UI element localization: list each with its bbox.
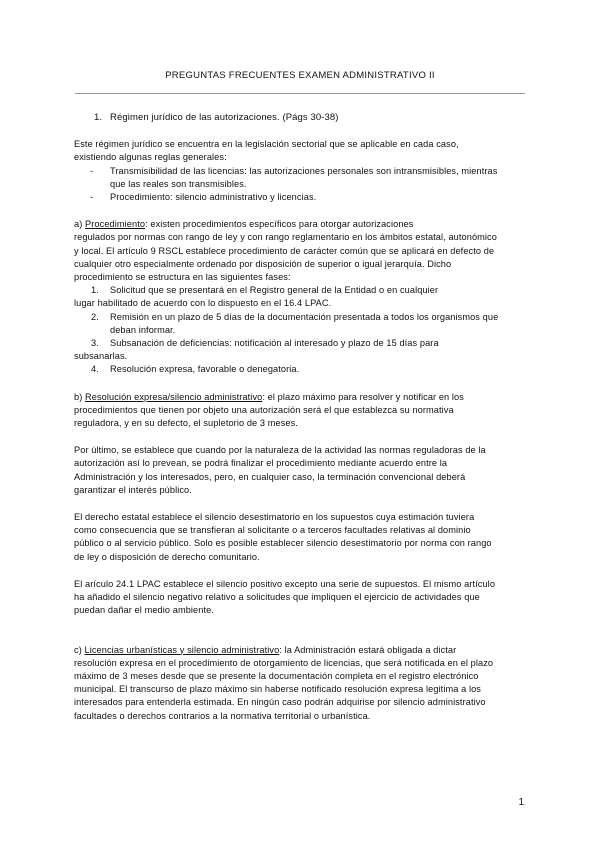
item-text: Resolución expresa, favorable o denegatoria. <box>110 364 300 375</box>
intro-paragraph <box>74 138 526 204</box>
underlined-term: Resolución expresa/silencio administrativo <box>85 391 263 402</box>
text-line: El derecho estatal establece el silencio desestimatorio en los supuestos cuya estimación tuviera <box>74 512 475 523</box>
licencias-paragraph <box>74 644 526 723</box>
item-label: b) <box>74 391 86 402</box>
text-line: Por último, se establece que cuando por la naturaleza de la actividad las normas reguladoras de la <box>74 445 486 456</box>
bullet-item <box>74 191 526 204</box>
text-line: interesados para entenderla estimada. En ningún caso podrán adquirise por silencio administrativo <box>74 697 486 708</box>
bullet-dash: - <box>90 165 94 176</box>
numbered-item <box>74 363 526 376</box>
section-number: 1. <box>94 112 103 123</box>
text-line: procedimientos que tienen por objeto una autorización será el que establezca su normativa <box>74 404 454 415</box>
text-line <box>74 391 526 404</box>
text-line: cualquier otro especialmente ordenado por disposición de superior o igual jerarquía. Dicho <box>74 258 452 269</box>
bullet-item <box>74 165 526 178</box>
numbered-item <box>74 337 526 350</box>
text-line: existiendo algunas reglas generales: <box>74 152 227 163</box>
bullet-dash: - <box>90 192 94 203</box>
text-line: como consecuencia que se transfieran al solicitante o a terceros facultades relativas al dominio <box>74 525 471 536</box>
text-line: público o al servicio público. Solo es posible establecer silencio desestimatorio por norma con rango <box>74 538 492 549</box>
item-number: 2. <box>91 311 99 322</box>
text-line: facultades o derechos contrarios a la normativa territorial o urbanística. <box>74 710 371 721</box>
text-line: ha añadido el silencio negativo relativo a solicitudes que impliquen el ejercicio de actividades que <box>74 592 480 603</box>
item-number: 4. <box>91 364 99 375</box>
item-number: 3. <box>91 338 99 349</box>
text-line: regulados por normas con rango de ley y con rango reglamentario en los ámbitos estatal, autonómico <box>74 232 497 243</box>
text-line <box>74 218 526 231</box>
text-line: de ley o disposición de derecho comunitario. <box>74 551 260 562</box>
procedimiento-paragraph <box>74 218 526 376</box>
item-label: a) <box>74 219 86 230</box>
item-number: 1. <box>91 285 99 296</box>
item-label: c) <box>74 644 85 655</box>
page-header-title: PREGUNTAS FRECUENTES EXAMEN ADMINISTRATIVO II <box>165 70 435 81</box>
text-run: : el plazo máximo para resolver y notificar en los <box>262 391 464 402</box>
page-number: 1 <box>518 797 524 808</box>
text-line: procedimiento se estructura en las siguientes fases: <box>74 272 291 283</box>
item-text: Remisión en un plazo de 5 días de la documentación presentada a todos los organismos que <box>110 311 499 322</box>
text-line: y local. El artículo 9 RSCL establece procedimiento de carácter común que se aplicará en defecto de <box>74 245 495 256</box>
silencio-positivo-paragraph <box>74 578 526 618</box>
header-divider <box>75 93 525 94</box>
underlined-term: Licencias urbanísticas y silencio administrativo <box>84 644 280 655</box>
numbered-item-continuation: lugar habilitado de acuerdo con lo dispuesto en el 16.4 LPAC. <box>74 298 332 309</box>
text-line: autorización así lo prevean, se podrá finalizar el procedimiento mediante acuerdo entre la <box>74 458 448 469</box>
text-run: : existen procedimientos específicos para otorgar autorizaciones <box>145 219 414 230</box>
text-line: Administración y los interesados, pero, en cualquier caso, la terminación convencional deberá <box>74 471 466 482</box>
bullet-text: Transmisibilidad de las licencias: las autorizaciones personales son intransmisibles, mientras <box>110 165 498 176</box>
text-line: resolución expresa en el procedimiento de otorgamiento de licencias, que será notificada en el plazo <box>74 657 494 668</box>
text-line: garantizar el interés público. <box>74 484 192 495</box>
silencio-desestimatorio-paragraph <box>74 511 526 564</box>
text-line: máximo de 3 meses desde que se presente la documentación completa en el registro electrónico <box>74 670 479 681</box>
resolucion-paragraph <box>74 391 526 431</box>
bullet-text: Procedimiento: silencio administrativo y licencias. <box>110 192 317 203</box>
section-title-text: Régimen jurídico de las autorizaciones. (Págs 30-38) <box>110 112 339 123</box>
terminacion-convencional-paragraph <box>74 444 526 497</box>
section-title <box>74 111 526 124</box>
text-run: : la Administración estará obligada a dictar <box>279 644 457 655</box>
text-line <box>74 644 526 657</box>
bullet-item-continuation: que las reales son transmisibles. <box>110 178 247 189</box>
numbered-item <box>74 284 526 297</box>
numbered-item <box>74 311 526 324</box>
item-text: Solicitud que se presentará en el Registro general de la Entidad o en cualquier <box>110 285 439 296</box>
numbered-item-continuation: subsanarlas. <box>74 351 128 362</box>
text-line: puedan dañar el medio ambiente. <box>74 605 214 616</box>
text-line: Este régimen jurídico se encuentra en la legislación sectorial que se aplicable en cada caso, <box>74 139 459 150</box>
item-text: Subsanación de deficiencias: notificación al interesado y plazo de 15 días para <box>110 338 439 349</box>
text-line: El arículo 24.1 LPAC establece el silencio positivo excepto una serie de supuestos. El mismo artículo <box>74 578 496 589</box>
document-body <box>74 111 526 723</box>
underlined-term: Procedimiento <box>85 219 146 230</box>
text-line: municipal. El transcurso de plazo máximo sin haberse notificado resolución expresa legitima a los <box>74 684 482 695</box>
numbered-item-continuation: deban informar. <box>110 324 176 335</box>
text-line: reguladora, y en su defecto, el supletorio de 3 meses. <box>74 418 298 429</box>
